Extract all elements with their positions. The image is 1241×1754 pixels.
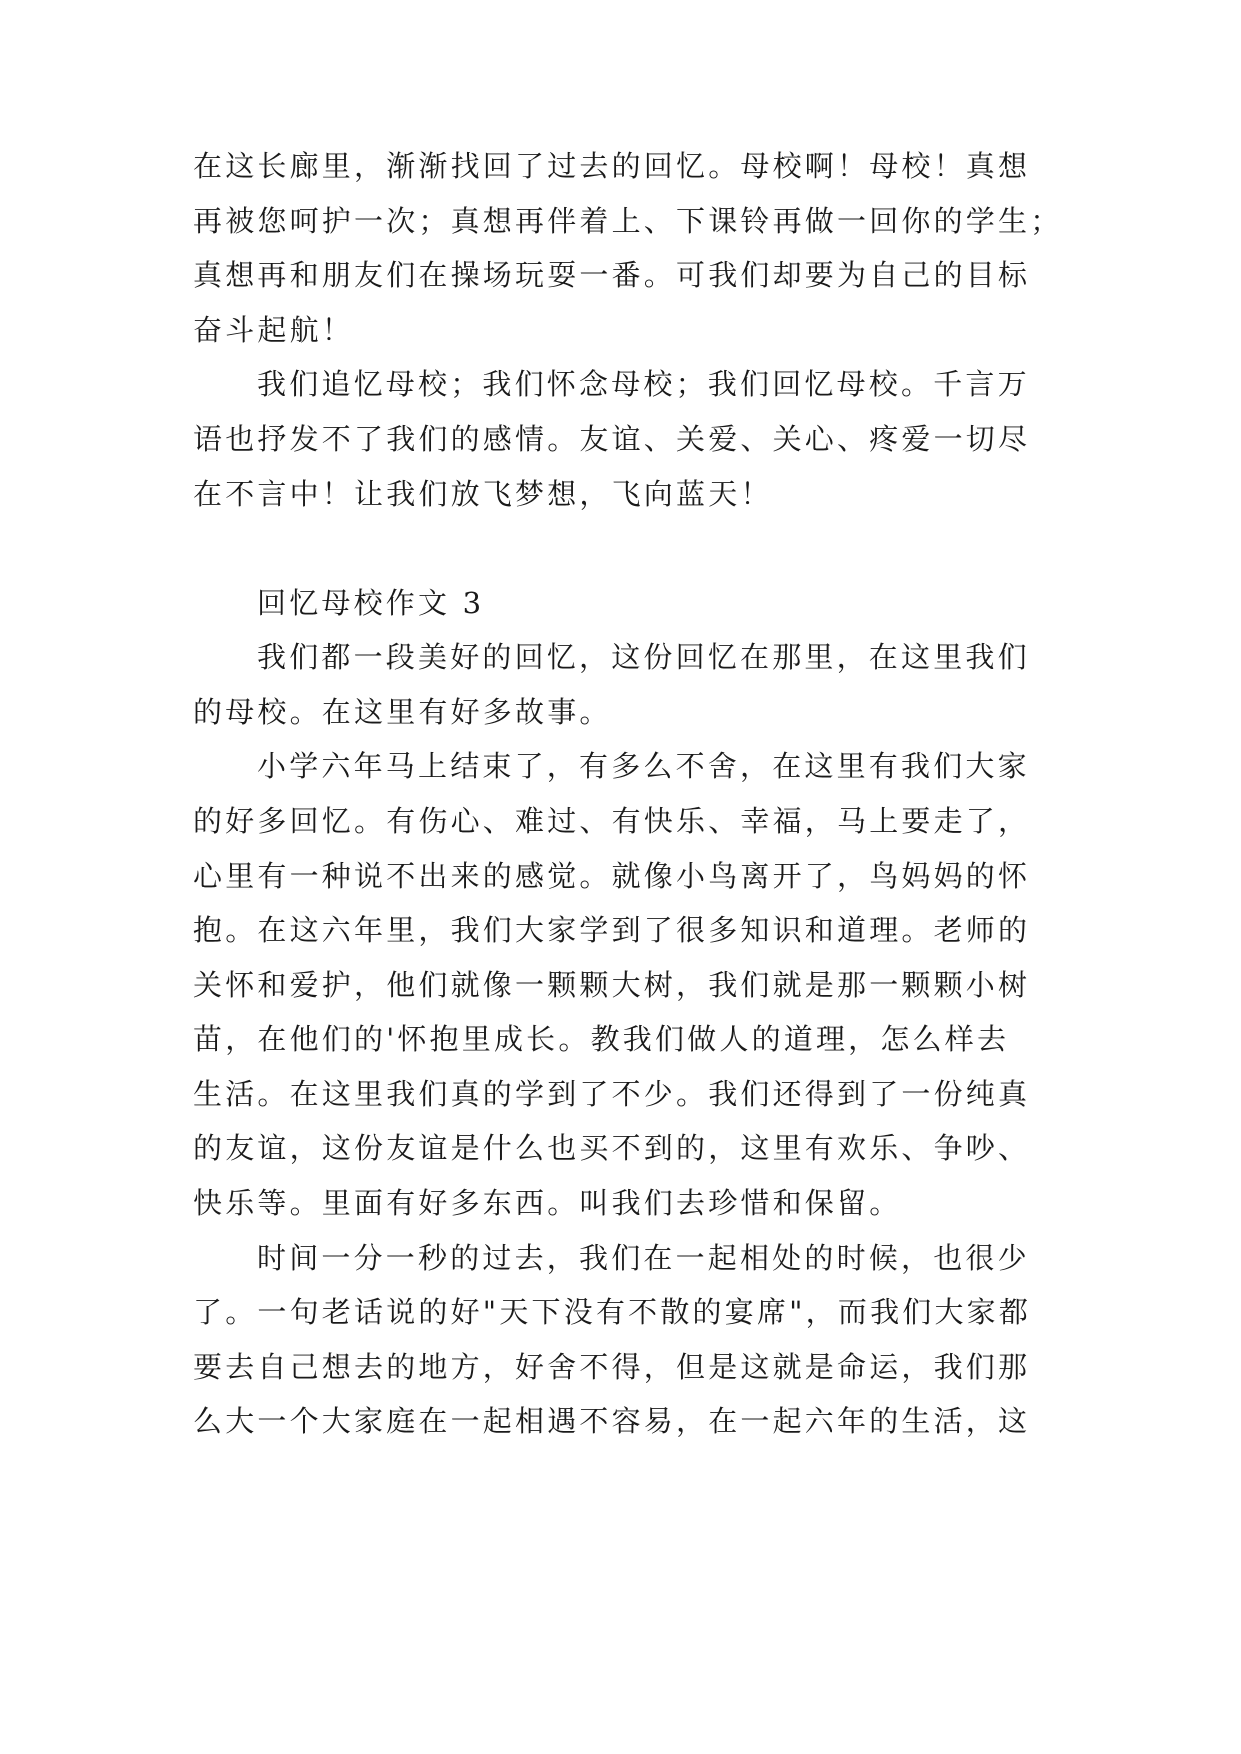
paragraph-1-line-1: 在这长廊里，渐渐找回了过去的回忆。母校啊！母校！真想: [193, 149, 1031, 183]
paragraph-4-line-6: 苗，在他们的'怀抱里成长。教我们做人的道理，怎么样去: [193, 1022, 1010, 1056]
paragraph-3-line-1: 我们都一段美好的回忆，这份回忆在那里，在这里我们: [257, 640, 1030, 674]
paragraph-2-line-3: 在不言中！让我们放飞梦想，飞向蓝天！: [193, 477, 773, 511]
paragraph-5-line-3: 要去自己想去的地方，好舍不得，但是这就是命运，我们那: [193, 1350, 1031, 1384]
paragraph-4-line-7: 生活。在这里我们真的学到了不少。我们还得到了一份纯真: [193, 1077, 1031, 1111]
paragraph-4-line-2: 的好多回忆。有伤心、难过、有快乐、幸福，马上要走了，: [193, 804, 1031, 838]
paragraph-1-line-2: 再被您呵护一次；真想再伴着上、下课铃再做一回你的学生；: [193, 204, 1063, 238]
paragraph-1-line-4: 奋斗起航！: [193, 313, 355, 347]
paragraph-3-line-2: 的母校。在这里有好多故事。: [193, 695, 612, 729]
paragraph-5-line-4: 么大一个大家庭在一起相遇不容易，在一起六年的生活，这: [193, 1404, 1031, 1438]
paragraph-4-line-3: 心里有一种说不出来的感觉。就像小鸟离开了，鸟妈妈的怀: [193, 859, 1031, 893]
paragraph-5-line-1: 时间一分一秒的过去，我们在一起相处的时候，也很少: [257, 1241, 1030, 1275]
paragraph-4-line-8: 的友谊，这份友谊是什么也买不到的，这里有欢乐、争吵、: [193, 1131, 1031, 1165]
essay-heading: 回忆母校作文 3: [257, 586, 485, 620]
paragraph-2-line-2: 语也抒发不了我们的感情。友谊、关爱、关心、疼爱一切尽: [193, 422, 1031, 456]
paragraph-2-line-1: 我们追忆母校；我们怀念母校；我们回忆母校。千言万: [257, 367, 1030, 401]
paragraph-4-line-5: 关怀和爱护，他们就像一颗颗大树，我们就是那一颗颗小树: [193, 968, 1031, 1002]
paragraph-5-line-2: 了。一句老话说的好"天下没有不散的宴席"，而我们大家都: [193, 1295, 1032, 1329]
paragraph-4-line-4: 抱。在这六年里，我们大家学到了很多知识和道理。老师的: [193, 913, 1031, 947]
paragraph-4-line-1: 小学六年马上结束了，有多么不舍，在这里有我们大家: [257, 749, 1030, 783]
paragraph-1-line-3: 真想再和朋友们在操场玩耍一番。可我们却要为自己的目标: [193, 258, 1031, 292]
paragraph-4-line-9: 快乐等。里面有好多东西。叫我们去珍惜和保留。: [193, 1186, 902, 1220]
